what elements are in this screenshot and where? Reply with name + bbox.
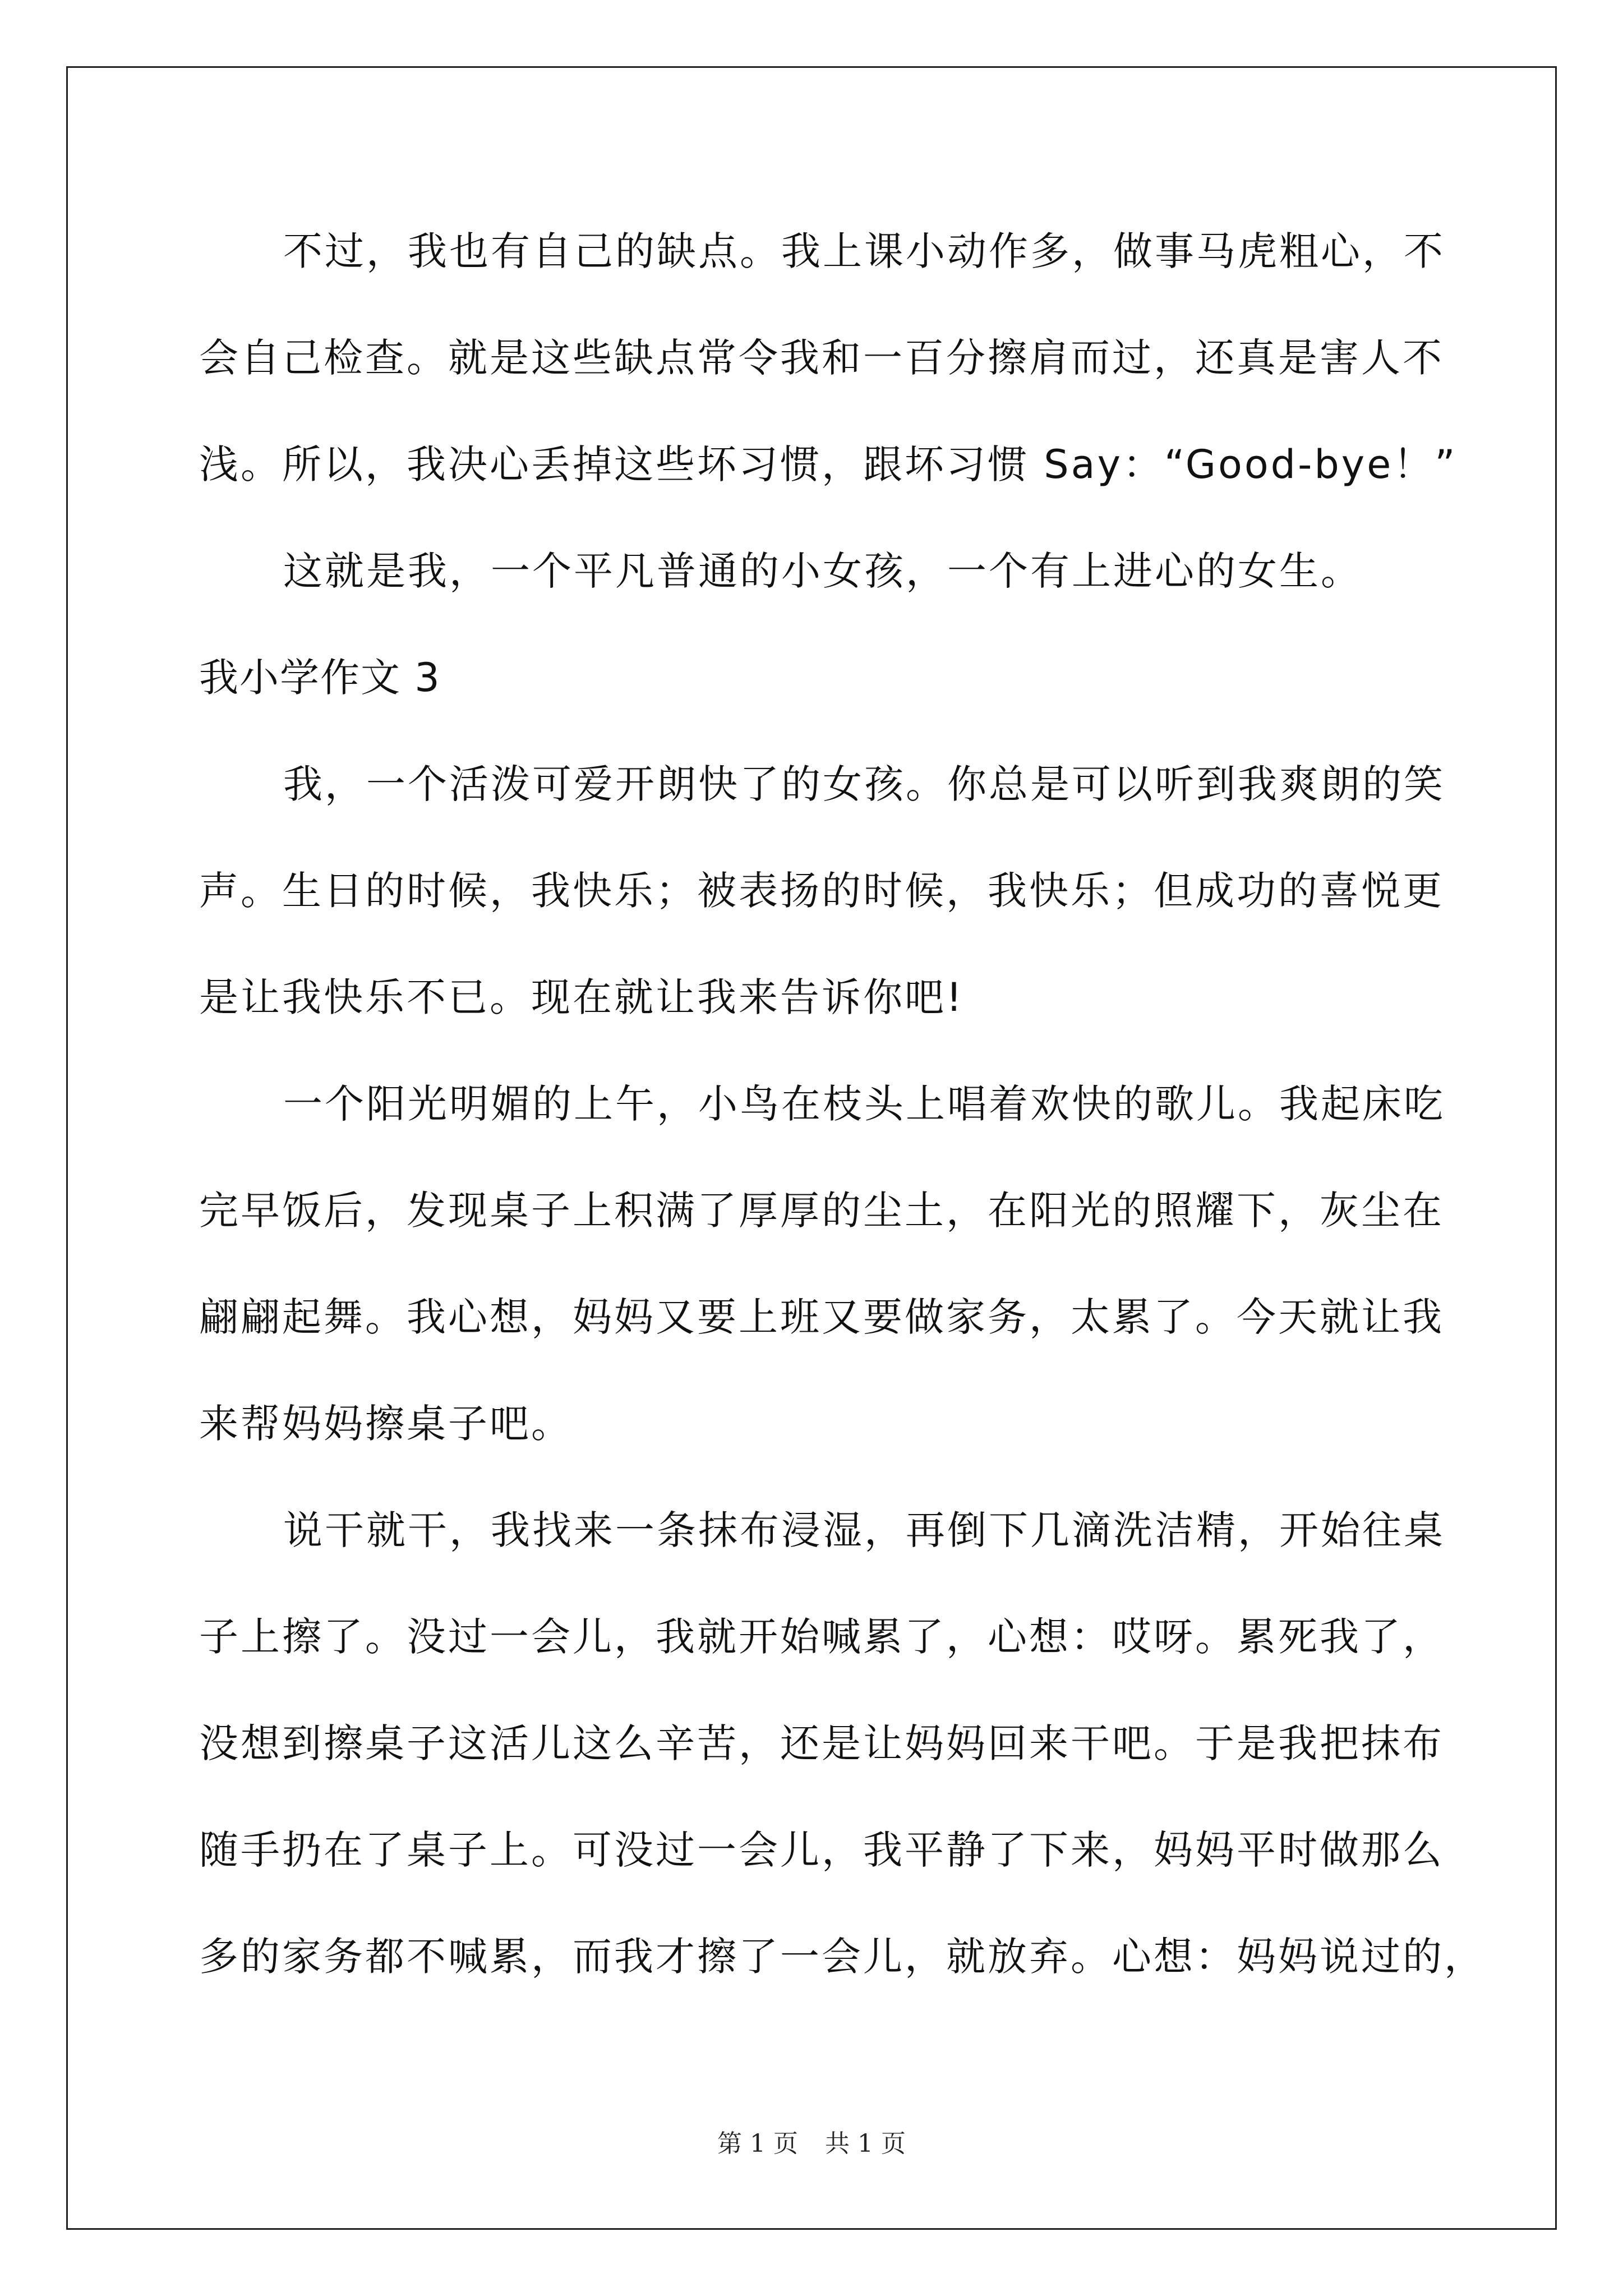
text-line: 完早饭后，发现桌子上积满了厚厚的尘土，在阳光的照耀下，灰尘在 — [199, 1188, 1444, 1234]
text-line: 是让我快乐不已。现在就让我来告诉你吧! — [199, 974, 965, 1020]
text-line: 随手扔在了桌子上。可没过一会儿，我平静了下来，妈妈平时做那么 — [199, 1827, 1444, 1873]
text-line: 这就是我，一个平凡普通的小女孩，一个有上进心的女生。 — [283, 548, 1362, 594]
text-line: 说干就干，我找来一条抹布浸湿，再倒下几滴洗洁精，开始往桌 — [283, 1507, 1445, 1553]
text-line: 没想到擦桌子这活儿这么辛苦，还是让妈妈回来干吧。于是我把抹布 — [199, 1720, 1444, 1766]
text-line: 浅。所以，我决心丢掉这些坏习惯，跟坏习惯 Say：“Good-bye！” — [199, 441, 1458, 487]
text-line: 一个阳光明媚的上午，小鸟在枝头上唱着欢快的歌儿。我起床吃 — [283, 1081, 1445, 1127]
text-line: 多的家务都不喊累，而我才擦了一会儿，就放弃。心想：妈妈说过的， — [199, 1934, 1486, 1980]
page-total: 共 1 页 — [825, 2129, 906, 2158]
text-line: 来帮妈妈擦桌子吧。 — [199, 1401, 573, 1447]
text-line: 翩翩起舞。我心想，妈妈又要上班又要做家务，太累了。今天就让我 — [199, 1294, 1444, 1340]
page-border — [66, 66, 1557, 2230]
text-line: 不过，我也有自己的缺点。我上课小动作多，做事马虎粗心，不 — [283, 228, 1445, 274]
page-number: 第 1 页 — [717, 2129, 798, 2158]
text-line: 我，一个活泼可爱开朗快了的女孩。你总是可以听到我爽朗的笑 — [283, 761, 1445, 807]
section-heading: 我小学作文 3 — [199, 655, 441, 701]
page-footer — [0, 2127, 1623, 2161]
text-line: 声。生日的时候，我快乐；被表扬的时候，我快乐；但成功的喜悦更 — [199, 868, 1444, 914]
text-line: 会自己检查。就是这些缺点常令我和一百分擦肩而过，还真是害人不 — [199, 335, 1444, 381]
text-line: 子上擦了。没过一会儿，我就开始喊累了，心想：哎呀。累死我了， — [199, 1614, 1444, 1660]
